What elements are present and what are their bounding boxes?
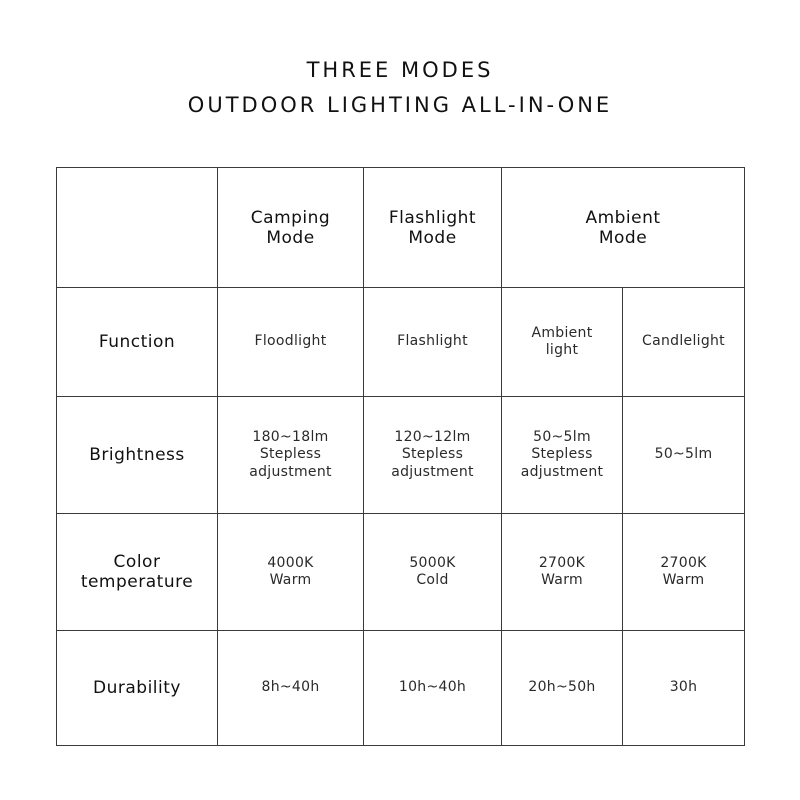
row-label-brightness: Brightness <box>57 397 218 514</box>
durability-camping-cell: 8h~40h <box>218 631 364 746</box>
row-label-function: Function <box>57 288 218 397</box>
brightness-ambient-cell: 50~5lm Stepless adjustment <box>502 397 623 514</box>
table-header-row <box>57 168 745 288</box>
function-candlelight-cell: Candlelight <box>623 288 745 397</box>
table-row-durability <box>57 631 745 746</box>
modes-comparison-table <box>56 167 745 746</box>
function-flashlight-cell: Flashlight <box>364 288 502 397</box>
page-subtitle: OUTDOOR LIGHTING ALL-IN-ONE <box>187 93 613 117</box>
table-row-color-temperature <box>57 514 745 631</box>
function-camping-cell: Floodlight <box>218 288 364 397</box>
header-flashlight-mode: Flashlight Mode <box>364 168 502 288</box>
row-label-durability: Durability <box>57 631 218 746</box>
color-temperature-ambient-cell: 2700K Warm <box>502 514 623 631</box>
page-title: THREE MODES <box>306 58 494 82</box>
table-row-brightness <box>57 397 745 514</box>
brightness-candlelight-cell: 50~5lm <box>623 397 745 514</box>
row-label-color-temperature: Color temperature <box>57 514 218 631</box>
header-camping-mode: Camping Mode <box>218 168 364 288</box>
color-temperature-flashlight-cell: 5000K Cold <box>364 514 502 631</box>
color-temperature-camping-cell: 4000K Warm <box>218 514 364 631</box>
color-temperature-candlelight-cell: 2700K Warm <box>623 514 745 631</box>
table-corner-cell <box>57 168 218 288</box>
function-ambient-cell: Ambient light <box>502 288 623 397</box>
durability-ambient-cell: 20h~50h <box>502 631 623 746</box>
durability-candlelight-cell: 30h <box>623 631 745 746</box>
header-ambient-mode: Ambient Mode <box>502 168 745 288</box>
durability-flashlight-cell: 10h~40h <box>364 631 502 746</box>
brightness-flashlight-cell: 120~12lm Stepless adjustment <box>364 397 502 514</box>
table-row-function <box>57 288 745 397</box>
brightness-camping-cell: 180~18lm Stepless adjustment <box>218 397 364 514</box>
